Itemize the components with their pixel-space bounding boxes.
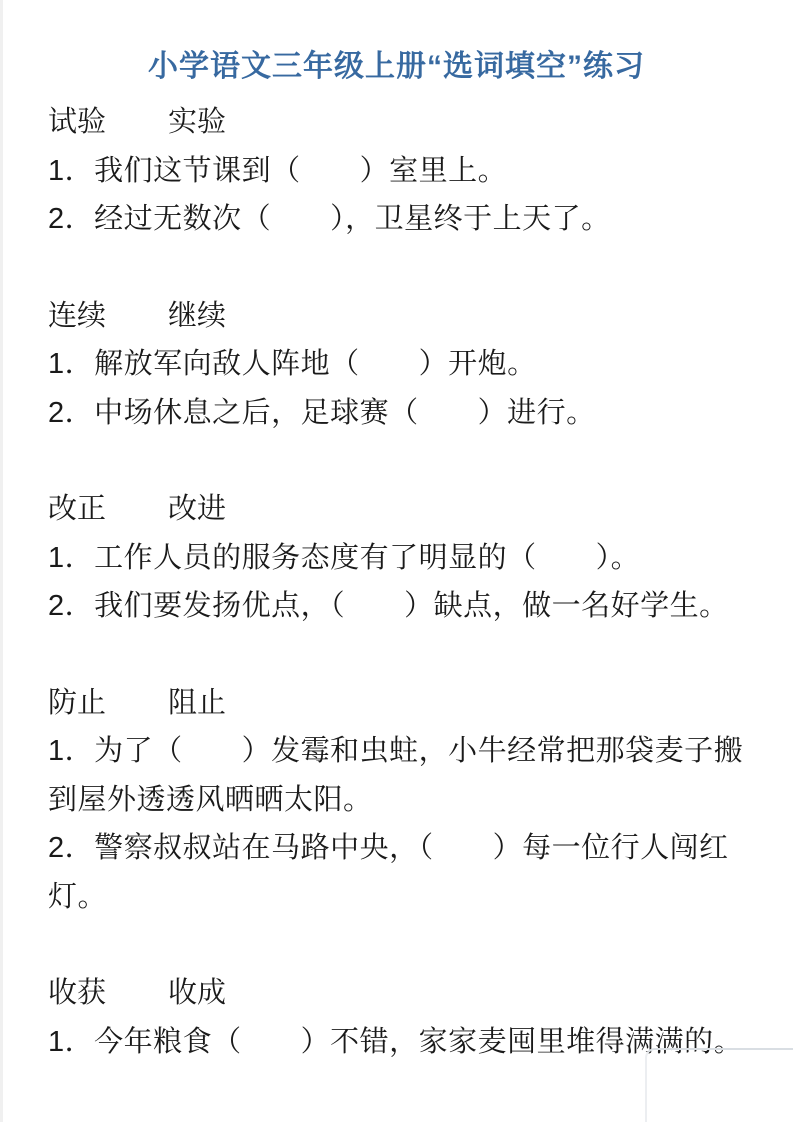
question-line: 2．经过无数次（ ），卫星终于上天了。	[48, 203, 611, 235]
word-pair	[48, 98, 745, 147]
question-list	[48, 147, 745, 244]
choice-word: 防止	[48, 686, 107, 719]
question-line: 1．我们这节课到（ ）室里上。	[48, 154, 508, 187]
page-left-edge	[0, 0, 3, 1122]
choice-word: 改进	[168, 493, 227, 525]
choice-word: 阻止	[168, 686, 227, 719]
word-pair	[48, 292, 745, 341]
question-list	[48, 727, 745, 921]
question-line: 1．今年粮食（ ）不错，家家麦囤里堆得满满的。	[48, 1025, 744, 1058]
question-line: 2．中场休息之后，足球赛（ ）进行。	[48, 396, 596, 429]
choice-word: 继续	[168, 299, 227, 332]
word-pair	[48, 969, 745, 1018]
choice-word: 收获	[48, 977, 107, 1009]
word-pair-section	[48, 485, 745, 631]
choice-word: 收成	[168, 977, 227, 1009]
word-pair-section	[48, 969, 745, 1066]
choice-word: 改正	[48, 493, 107, 525]
word-pair	[48, 679, 745, 728]
question-line: 1．工作人员的服务态度有了明显的（ ）。	[48, 541, 641, 574]
word-pair	[48, 485, 745, 534]
question-line: 2．警察叔叔站在马路中央，（ ）每一位行人闯红灯。	[48, 832, 729, 913]
page-corner-decoration	[645, 1048, 793, 1122]
sections-container	[48, 98, 745, 1066]
choice-word: 实验	[168, 106, 227, 138]
choice-word: 试验	[48, 106, 107, 138]
word-pair-section	[48, 98, 745, 244]
choice-word: 连续	[48, 299, 107, 332]
question-line: 1．为了（ ）发霉和虫蛀，小牛经常把那袋麦子搬到屋外透透风晒晒太阳。	[48, 735, 744, 816]
question-list	[48, 534, 745, 631]
question-list	[48, 340, 745, 437]
question-list	[48, 1018, 745, 1067]
page-title: 小学语文三年级上册“选词填空”练习	[148, 50, 645, 83]
word-pair-section	[48, 679, 745, 922]
question-line: 1．解放军向敌人阵地（ ）开炮。	[48, 348, 537, 380]
question-line: 2．我们要发扬优点，（ ）缺点，做一名好学生。	[48, 590, 729, 622]
word-pair-section	[48, 292, 745, 438]
